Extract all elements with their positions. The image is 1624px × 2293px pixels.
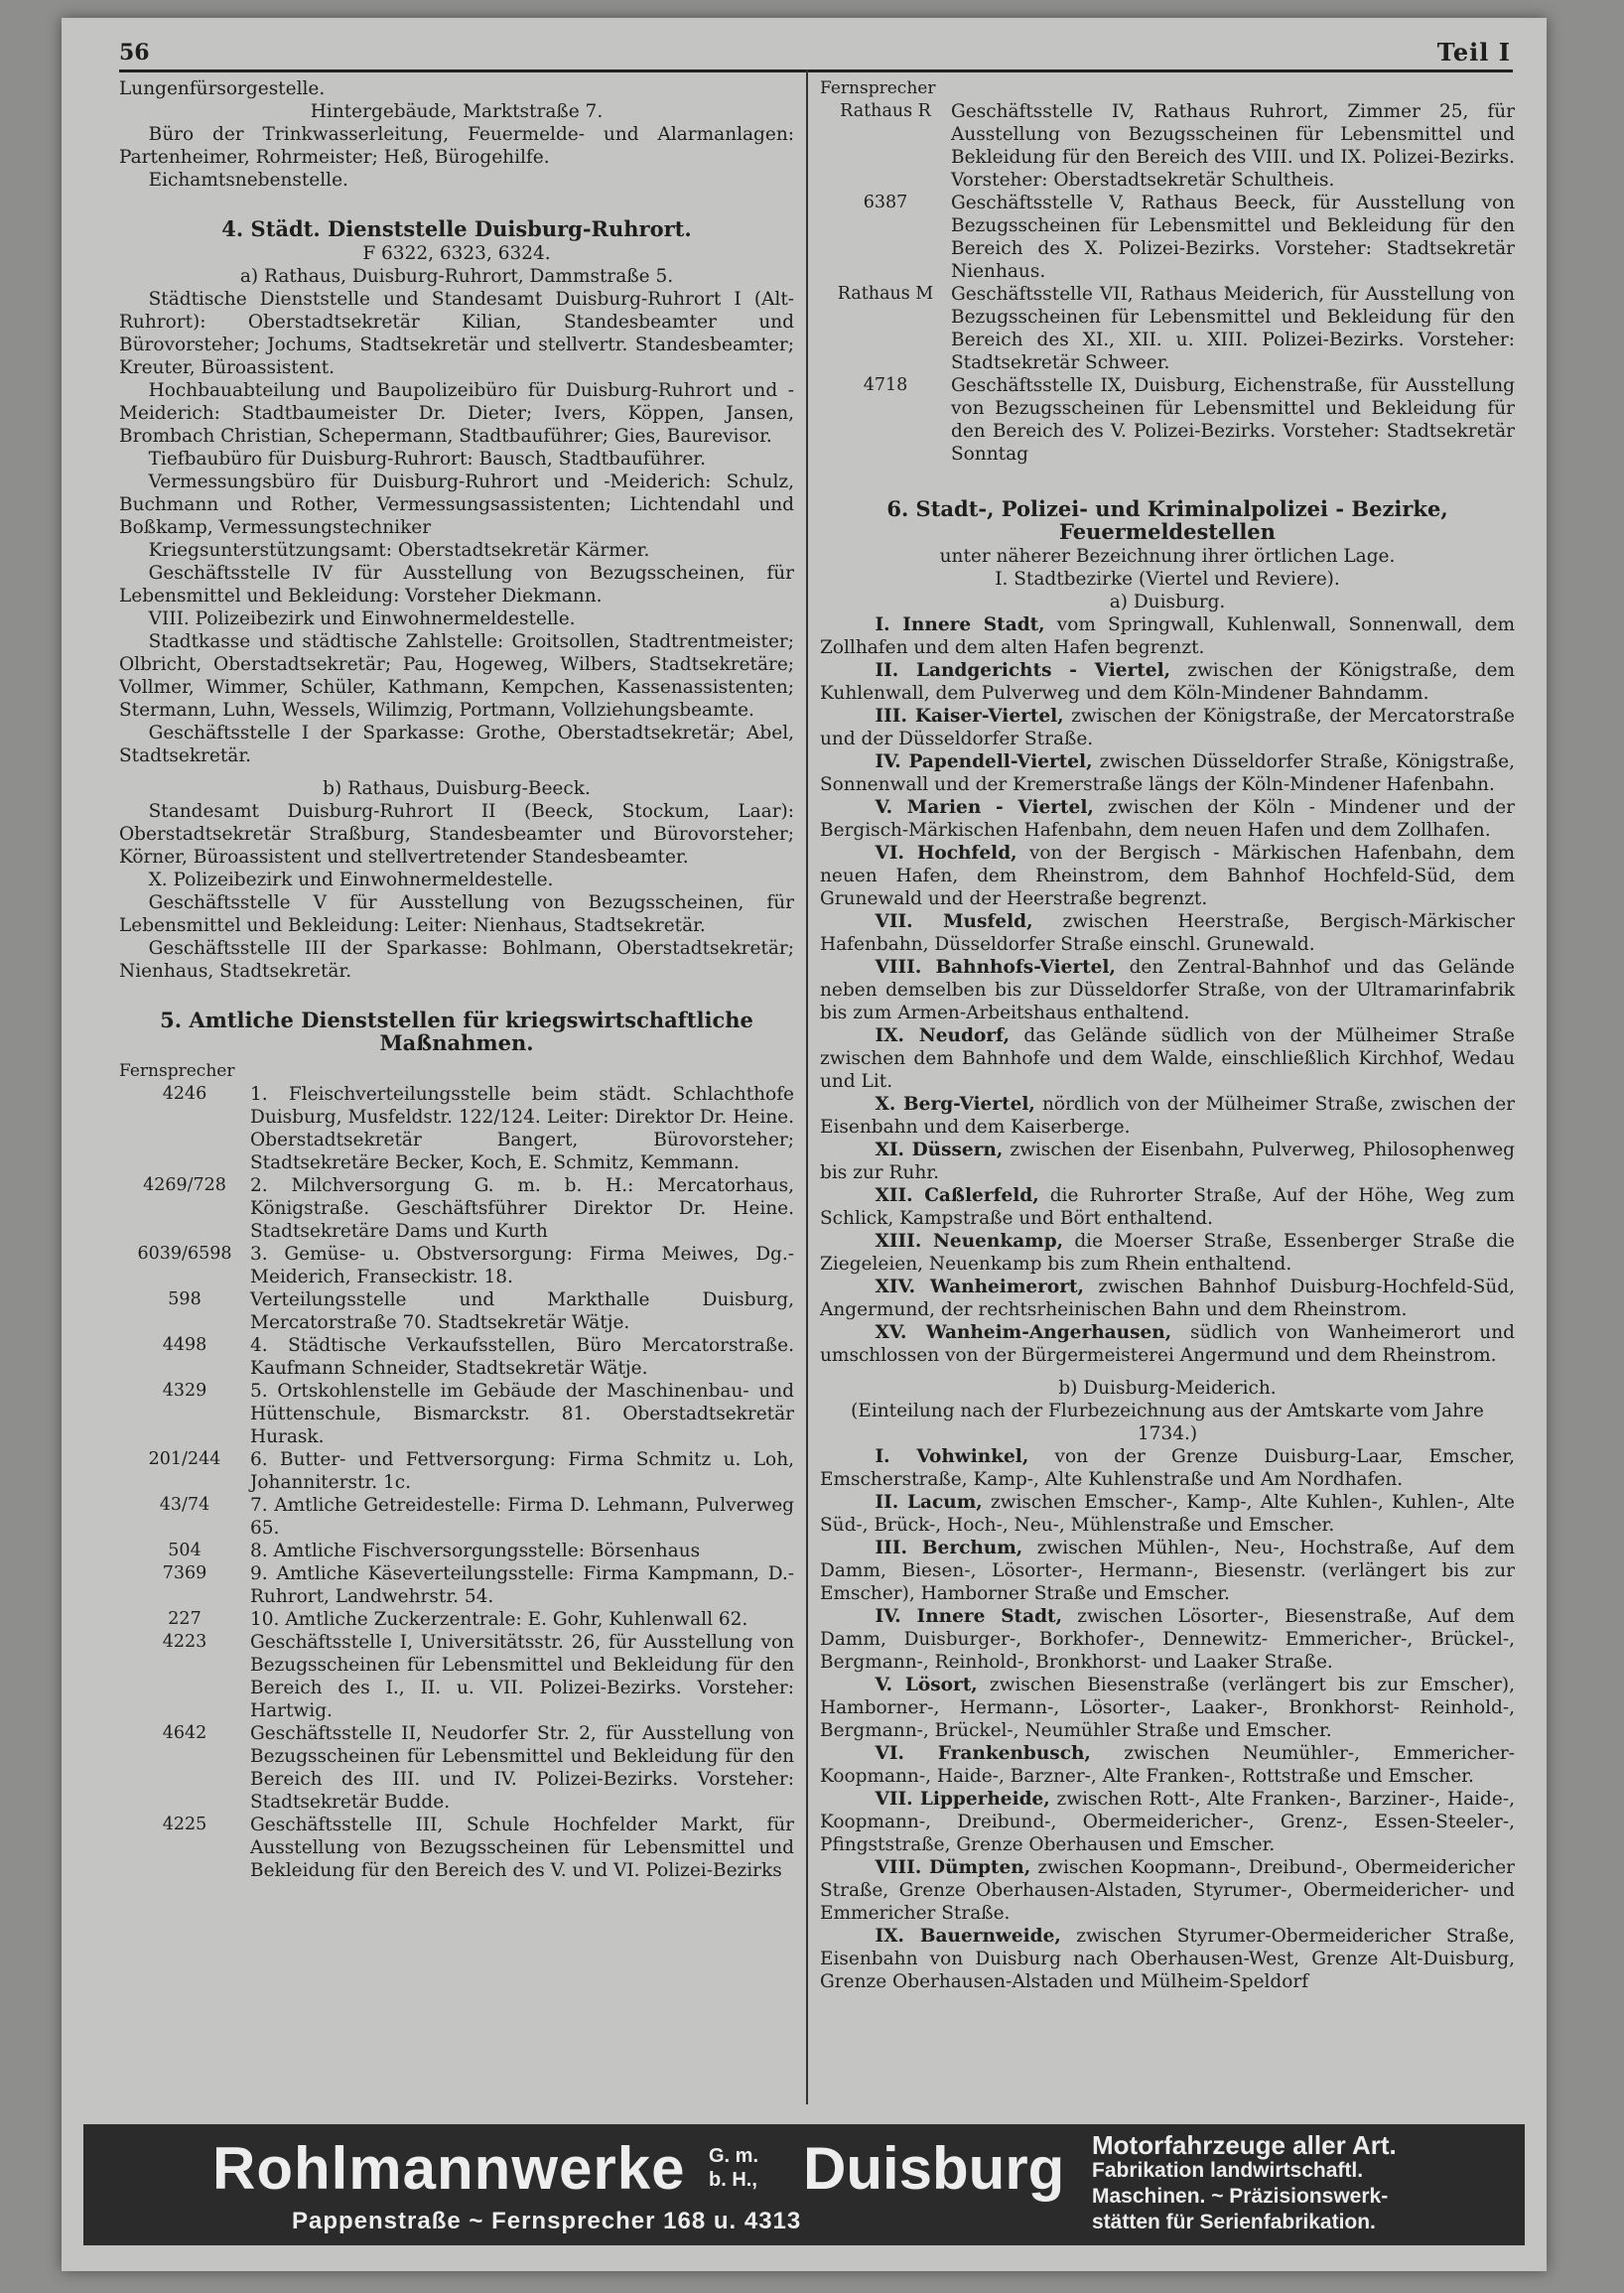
district-name: III. Berchum,	[875, 1538, 1023, 1558]
entry-text: 5. Ortskohlenstelle im Gebäude der Maschinenbau- und Hüttenschule, Bismarckstr. 81. Oberstadtsekretär Hurask.	[250, 1381, 794, 1447]
section-4-para: Städtische Dienststelle und Standesamt Duisburg-Ruhrort I (Alt-Ruhrort): Oberstadtsekretär Kilian, Standesbeamter und Bürovorsteher; Jochums, Stadtsekretär und stellvertr. Standesbeamter; Kreuter, Büroassistent.	[119, 289, 794, 378]
district-entry	[820, 1856, 1515, 1925]
district-name: III. Kaiser-Viertel,	[875, 706, 1064, 727]
district-entry	[820, 1139, 1515, 1184]
district-name: V. Lösort,	[875, 1675, 978, 1695]
district-name: IX. Neudorf,	[875, 1025, 1011, 1046]
ad-company-name: Rohlmannwerke	[212, 2135, 686, 2202]
office-entry	[820, 374, 1515, 466]
district-text: zwischen der Königstraße, der Mercatorstraße und der Düsseldorfer Straße.	[820, 706, 1515, 749]
district-name: I. Vohwinkel,	[875, 1446, 1029, 1467]
district-entry	[820, 659, 1515, 705]
district-entry	[820, 705, 1515, 750]
district-name: II. Lacum,	[875, 1492, 983, 1513]
entry-text: 4. Städtische Verkaufsstellen, Büro Mercatorstraße. Kaufmann Schneider, Stadtsekretär Wätje.	[250, 1335, 794, 1379]
phone-column-header: Fernsprecher	[820, 78, 936, 98]
ad-form-line: G. m.	[709, 2145, 759, 2167]
district-text: von der Bergisch - Märkischen Hafenbahn, dem neuen Hafen, dem Rheinstrom, dem Bahnhof Hochfeld-Süd, dem Grunewald und der Heerstraße begrenzt.	[820, 843, 1515, 909]
district-text: zwischen Emscher-, Kamp-, Alte Kuhlen-, Kuhlen-, Alte Süd-, Brück-, Hoch-, Neu-, Mühlenstraße und Emscher.	[820, 1492, 1515, 1536]
section-4-para: X. Polizeibezirk und Einwohnermeldestelle.	[148, 870, 554, 890]
office-entry	[820, 192, 1515, 283]
entry-text: Geschäftsstelle V, Rathaus Beeck, für Ausstellung von Bezugsscheinen für Lebensmittel und Bekleidung für den Bereich des X. Polizei-Bezirks. Vorsteher: Stadtsekretär Nienhaus.	[951, 193, 1515, 282]
office-entry	[820, 100, 1515, 192]
district-entry	[820, 750, 1515, 796]
intro-line: Büro der Trinkwasserleitung, Feuermelde- und Alarmanlagen: Partenheimer, Rohrmeister; Heß, Bürogehilfe.	[119, 124, 794, 168]
section-6-subtitle: unter näherer Bezeichnung ihrer örtlichen Lage.	[939, 546, 1396, 567]
district-text: von der Grenze Duisburg-Laar, Emscher, Emscherstraße, Kamp-, Alte Kuhlenstraße und Am Nordhafen.	[820, 1446, 1515, 1490]
entry-phone: 598	[168, 1289, 202, 1309]
part-label: Teil I	[1436, 38, 1511, 67]
header-rule	[119, 69, 1513, 72]
intro-line: Lungenfürsorgestelle.	[119, 78, 326, 99]
district-entry	[820, 842, 1515, 910]
district-name: XI. Düssern,	[875, 1140, 1004, 1160]
entry-phone: Rathaus M	[837, 284, 934, 304]
entry-phone: 504	[168, 1541, 202, 1560]
phone-column-header: Fernsprecher	[119, 1061, 235, 1081]
district-text: zwischen Biesenstraße (verlängert bis zur Emscher), Hamborner-, Hermann-, Lösorter-, Laaker-, Bronkhorst- Reinhold-, Bergmann-, Brückel-, Neumühler Straße und Emscher.	[820, 1675, 1515, 1741]
district-name: VI. Frankenbusch,	[875, 1743, 1091, 1764]
district-entry	[820, 1788, 1515, 1856]
district-entry	[820, 910, 1515, 956]
section-4-para: Geschäftsstelle IV für Ausstellung von Bezugsscheinen, für Lebensmittel und Bekleidung: Vorsteher Diekmann.	[119, 563, 794, 607]
entry-phone: 4329	[162, 1381, 207, 1401]
district-text: zwischen Bahnhof Duisburg-Hochfeld-Süd, Angermund, der rechtsrheinischen Bahn und dem Rheinstrom.	[820, 1277, 1515, 1320]
office-entry	[119, 1288, 794, 1334]
district-entry	[820, 1093, 1515, 1139]
section-4-para: Geschäftsstelle I der Sparkasse: Grothe, Oberstadtsekretär; Abel, Stadtsekretär.	[119, 723, 794, 766]
ad-products	[1092, 2132, 1397, 2235]
entry-text: Geschäftsstelle III, Schule Hochfelder Markt, für Ausstellung von Bezugsscheinen für Lebensmittel und Bekleidung für den Bereich des V. und VI. Polizei-Bezirks	[250, 1815, 794, 1881]
entry-text: 9. Amtliche Käseverteilungsstelle: Firma Kampmann, D.-Ruhrort, Landwehrstr. 54.	[250, 1563, 794, 1607]
district-text: das Gelände südlich von der Mülheimer Straße zwischen dem Bahnhofe und dem Walde, einschließlich Kirchhof, Wedau und Lit.	[820, 1025, 1515, 1092]
section-4-para: Vermessungsbüro für Duisburg-Ruhrort und -Meiderich: Schulz, Buchmann und Rother, Vermessungsassistenten; Lichtendahl und Boßkamp, Vermessungstechniker	[119, 472, 794, 538]
section-4-para: Hochbauabteilung und Baupolizeibüro für Duisburg-Ruhrort und -Meiderich: Stadtbaumeister Dr. Dieter; Ivers, Köppen, Jansen, Brombach Christian, Schepermann, Stadtbauführer; Gies, Baurevisor.	[119, 380, 794, 447]
district-name: IV. Innere Stadt,	[875, 1606, 1063, 1627]
section-4-phone: F 6322, 6323, 6324.	[362, 243, 551, 264]
entry-text: Geschäftsstelle VII, Rathaus Meiderich, für Ausstellung von Bezugsscheinen für Lebensmittel und Bekleidung für den Bereich des XI., XII. u. XIII. Polizei-Bezirks. Vorsteher: Stadtsekretär Schweer.	[951, 284, 1515, 373]
entry-phone: 227	[168, 1609, 202, 1629]
office-entry	[119, 1631, 794, 1722]
section-6-title: 6. Stadt-, Polizei- und Kriminalpolizei - Bezirke,	[886, 496, 1448, 521]
entry-text: Verteilungsstelle und Markthalle Duisburg, Mercatorstraße 70. Stadtsekretär Wätje.	[250, 1289, 794, 1333]
district-text: zwischen Koopmann-, Dreibund-, Obermeidericher Straße, Grenze Oberhausen-Alstaden, Styrumer-, Obermeidericher- und Emmericher Straße.	[820, 1857, 1515, 1924]
district-entry	[820, 1674, 1515, 1742]
district-text: zwischen Neumühler-, Emmericher- Koopmann-, Haide-, Barzner-, Alte Franken-, Rottstraße und Emscher.	[820, 1743, 1515, 1787]
page-sheet	[62, 18, 1547, 2271]
entry-phone: 6387	[863, 193, 908, 212]
ad-form-line: b. H.,	[709, 2169, 757, 2191]
district-text: zwischen Styrumer-Obermeidericher Straße, Eisenbahn von Duisburg nach Oberhausen-West, Grenze Alt-Duisburg, Grenze Oberhausen-Alstaden und Mülheim-Speldorf	[820, 1926, 1515, 1992]
district-text: zwischen Heerstraße, Bergisch-Märkischer Hafenbahn, Düsseldorfer Straße einschl. Grunewald.	[820, 911, 1515, 955]
district-entry	[820, 1605, 1515, 1674]
district-name: XIII. Neuenkamp,	[875, 1231, 1064, 1252]
district-entry	[820, 1321, 1515, 1367]
office-entry	[820, 283, 1515, 374]
office-entry	[119, 1722, 794, 1814]
district-text: zwischen Düsseldorfer Straße, Königstraße, Sonnenwall und der Kremerstraße längs der Köln-Mindener Hafenbahn.	[820, 751, 1515, 795]
section-4-para: Tiefbaubüro für Duisburg-Ruhrort: Bausch, Stadtbauführer.	[148, 449, 706, 470]
entry-phone: 4718	[863, 375, 908, 395]
district-name: XII. Caßlerfeld,	[875, 1185, 1039, 1206]
entry-text: 6. Butter- und Fettversorgung: Firma Schmitz u. Loh, Johanniterstr. 1c.	[250, 1449, 794, 1493]
district-text: zwischen Mühlen-, Neu-, Hochstraße, Auf dem Damm, Biesen-, Lösorter-, Hermann-, Biesenstr. (verlängert bis zur Emscher), Hamborner Straße und Emscher.	[820, 1538, 1515, 1604]
district-entry	[820, 796, 1515, 842]
district-name: I. Innere Stadt,	[875, 614, 1045, 635]
section-4-para: VIII. Polizeibezirk und Einwohnermeldestelle.	[148, 608, 576, 629]
section-6-sub-a: a) Duisburg.	[1109, 592, 1226, 612]
district-name: X. Berg-Viertel,	[875, 1094, 1035, 1115]
district-name: IX. Bauernweide,	[875, 1926, 1061, 1947]
district-entry	[820, 1537, 1515, 1605]
section-4-para: Geschäftsstelle V für Ausstellung von Bezugsscheinen, für Lebensmittel und Bekleidung: Leiter: Nienhaus, Stadtsekretär.	[119, 892, 794, 936]
page-number: 56	[119, 40, 150, 66]
office-entry	[119, 1174, 794, 1243]
section-4-para: Stadtkasse und städtische Zahlstelle: Groitsollen, Stadtrentmeister; Olbricht, Oberstadtsekretär; Pau, Hogeweg, Wilbers, Stadtsekretäre; Vollmer, Wimmer, Schüler, Kathmann, Kempchen, Kassenassistenten; Stermann, Luhn, Wessels, Wilimzig, Portmann, Vollziehungsbeamte.	[119, 631, 794, 721]
section-6-sub-b: b) Duisburg-Meiderich.	[1058, 1378, 1277, 1399]
entry-text: Geschäftsstelle I, Universitätsstr. 26, für Ausstellung von Bezugsscheinen für Lebensmittel und Bekleidung für den Bereich des I., II. u. VII. Polizei-Bezirks. Vorsteher: Hartwig.	[250, 1632, 794, 1721]
district-text: zwischen der Köln - Mindener und der Bergisch-Märkischen Hafenbahn, dem neuen Hafen und dem Zollhafen.	[820, 797, 1515, 841]
entry-text: 10. Amtliche Zuckerzentrale: E. Gohr, Kuhlenwall 62.	[250, 1609, 748, 1630]
district-text: nördlich von der Mülheimer Straße, zwischen der Eisenbahn und dem Kaiserberge.	[820, 1094, 1515, 1138]
district-name: II. Landgerichts - Viertel,	[875, 660, 1171, 681]
section-6-part1: I. Stadtbezirke (Viertel und Reviere).	[995, 569, 1340, 590]
office-entry	[119, 1448, 794, 1494]
section-4-sub-a: a) Rathaus, Duisburg-Ruhrort, Dammstraße 5.	[239, 266, 674, 287]
section-4-sub-b: b) Rathaus, Duisburg-Beeck.	[323, 778, 591, 799]
entry-text: Geschäftsstelle IV, Rathaus Ruhrort, Zimmer 25, für Ausstellung von Bezugsscheinen für Lebensmittel und Bekleidung für den Bereich des VIII. und IX. Polizei-Bezirks. Vorsteher: Oberstadtsekretär Schultheis.	[951, 101, 1515, 191]
district-entry	[820, 1445, 1515, 1491]
district-name: VII. Musfeld,	[875, 911, 1033, 932]
entry-text: Geschäftsstelle IX, Duisburg, Eichenstraße, für Ausstellung von Bezugsscheinen für Lebensmittel und Bekleidung für den Bereich des V. Polizei-Bezirks. Vorsteher: Stadtsekretär Sonntag	[951, 375, 1515, 465]
district-name: VI. Hochfeld,	[875, 843, 1017, 864]
district-name: VIII. Bahnhofs-Viertel,	[875, 957, 1116, 978]
district-text: zwischen Rott-, Alte Franken-, Barziner-, Haide-, Koopmann-, Dreibund-, Obermeidericher-, Grenz-, Essen-Steeler-, Pfingststraße, Grenze Oberhausen und Emscher.	[820, 1789, 1515, 1855]
office-entry	[119, 1380, 794, 1448]
left-column	[119, 77, 794, 1882]
district-text: die Ruhrorter Straße, Auf der Höhe, Weg zum Schlick, Kampstraße und Bört enthaltend.	[820, 1185, 1515, 1229]
ad-product-line: stätten für Serienfabrikation.	[1092, 2211, 1376, 2233]
column-divider	[806, 69, 808, 2104]
entry-phone: 4225	[162, 1815, 207, 1834]
district-entry	[820, 1491, 1515, 1537]
entry-phone: Rathaus R	[840, 101, 931, 121]
entry-phone: 4642	[162, 1723, 207, 1743]
district-entry	[820, 1742, 1515, 1788]
district-text: südlich von Wanheimerort und umschlossen von der Bürgermeisterei Angermund und dem Rheinstrom.	[820, 1322, 1515, 1366]
district-entry	[820, 1276, 1515, 1321]
ad-product-line: Fabrikation landwirtschaftl.	[1092, 2159, 1364, 2182]
district-entry	[820, 1925, 1515, 1993]
district-text: zwischen der Eisenbahn, Pulverweg, Philosophenweg bis zur Ruhr.	[820, 1140, 1515, 1183]
intro-line: Eichamtsnebenstelle.	[148, 170, 348, 191]
office-entry	[119, 1083, 794, 1174]
ad-city: Duisburg	[803, 2135, 1065, 2202]
district-entry	[820, 1230, 1515, 1276]
entry-text: 1. Fleischverteilungsstelle beim städt. Schlachthofe Duisburg, Musfeldstr. 122/124. Leiter: Direktor Dr. Heine. Oberstadtsekretär Bangert, Bürovorsteher; Stadtsekretäre Becker, Koch, E. Schmitz, Kemmann.	[250, 1084, 794, 1173]
office-entry	[119, 1608, 794, 1631]
office-entry	[119, 1334, 794, 1380]
district-name: VIII. Dümpten,	[875, 1857, 1031, 1878]
office-entry	[119, 1540, 794, 1562]
ad-address: Pappenstraße ~ Fernsprecher 168 u. 4313	[292, 2208, 802, 2234]
entry-phone: 7369	[162, 1563, 207, 1583]
ad-product-line: Motorfahrzeuge aller Art.	[1092, 2130, 1397, 2160]
district-text: zwischen der Königstraße, dem Kuhlenwall, dem Pulverweg und dem Köln-Mindener Bahndamm.	[820, 660, 1515, 704]
district-name: IV. Papendell-Viertel,	[875, 751, 1093, 772]
right-column	[820, 77, 1515, 1993]
ad-product-line: Maschinen. ~ Präzisionswerk-	[1092, 2185, 1389, 2208]
entry-phone: 4498	[162, 1335, 207, 1355]
section-5-title: 5. Amtliche Dienststellen für kriegswirtschaftliche Maßnahmen.	[160, 1008, 753, 1055]
office-entry	[119, 1243, 794, 1288]
entry-phone: 4223	[162, 1632, 207, 1652]
entry-phone: 6039/6598	[137, 1244, 232, 1264]
district-text: zwischen Lösorter-, Biesenstraße, Auf dem Damm, Duisburger-, Borkhofer-, Dennewitz- Emmericher-, Brückel-, Bergmann-, Reinhold-, Bronkhorst- und Laaker Straße.	[820, 1606, 1515, 1673]
district-text: die Moerser Straße, Essenberger Straße die Ziegeleien, Neuenkamp bis zum Rhein enthaltend.	[820, 1231, 1516, 1275]
district-entry	[820, 1184, 1515, 1230]
district-entry	[820, 1024, 1515, 1093]
district-entry	[820, 613, 1515, 659]
district-name: VII. Lipperheide,	[875, 1789, 1050, 1810]
ad-company-form	[709, 2144, 758, 2192]
entry-phone: 4246	[162, 1084, 207, 1104]
section-4-para: Kriegsunterstützungsamt: Oberstadtsekretär Kärmer.	[148, 540, 650, 561]
entry-phone: 201/244	[148, 1449, 221, 1469]
district-name: V. Marien - Viertel,	[875, 797, 1094, 818]
section-6-title-line2: Feuermeldestellen	[1059, 519, 1276, 544]
entry-text: 2. Milchversorgung G. m. b. H.: Mercatorhaus, Königstraße. Geschäftsführer Direktor Dr. Heine. Stadtsekretäre Dams und Kurth	[250, 1175, 794, 1242]
section-6-sub-b-note: (Einteilung nach der Flurbezeichnung aus der Amtskarte vom Jahre 1734.)	[851, 1401, 1484, 1444]
entry-phone: 4269/728	[143, 1175, 226, 1195]
section-4-title: 4. Städt. Dienststelle Duisburg-Ruhrort.	[221, 216, 692, 241]
entry-phone: 43/74	[159, 1495, 210, 1515]
entry-text: 3. Gemüse- u. Obstversorgung: Firma Meiwes, Dg.-Meiderich, Franseckistr. 18.	[250, 1244, 794, 1287]
entry-text: 7. Amtliche Getreidestelle: Firma D. Lehmann, Pulverweg 65.	[250, 1495, 794, 1539]
entry-text: 8. Amtliche Fischversorgungsstelle: Börsenhaus	[250, 1541, 701, 1561]
section-4-para: Standesamt Duisburg-Ruhrort II (Beeck, Stockum, Laar): Oberstadtsekretär Straßburg, Standesbeamter und Bürovorsteher; Körner, Büroassistent und stellvertretender Standesbeamter.	[119, 801, 794, 868]
district-name: XV. Wanheim-Angerhausen,	[875, 1322, 1172, 1343]
district-text: vom Springwall, Kuhlenwall, Sonnenwall, dem Zollhafen und dem alten Hafen begrenzt.	[820, 614, 1515, 658]
intro-line: Hintergebäude, Marktstraße 7.	[310, 101, 604, 122]
section-4-para: Geschäftsstelle III der Sparkasse: Bohlmann, Oberstadtsekretär; Nienhaus, Stadtsekretär.	[119, 938, 794, 982]
district-entry	[820, 956, 1515, 1024]
office-entry	[119, 1814, 794, 1882]
office-entry	[119, 1562, 794, 1608]
office-entry	[119, 1494, 794, 1540]
entry-text: Geschäftsstelle II, Neudorfer Str. 2, für Ausstellung von Bezugsscheinen für Lebensmittel und Bekleidung für den Bereich des III. und IV. Polizei-Bezirks. Vorsteher: Stadtsekretär Budde.	[250, 1723, 794, 1813]
district-name: XIV. Wanheimerort,	[875, 1277, 1084, 1297]
district-text: den Zentral-Bahnhof und das Gelände neben demselben bis zur Düsseldorfer Straße, von der Ultramarinfabrik bis zum Armen-Arbeitshaus enthaltend.	[820, 957, 1515, 1023]
advertisement-banner	[83, 2124, 1525, 2245]
